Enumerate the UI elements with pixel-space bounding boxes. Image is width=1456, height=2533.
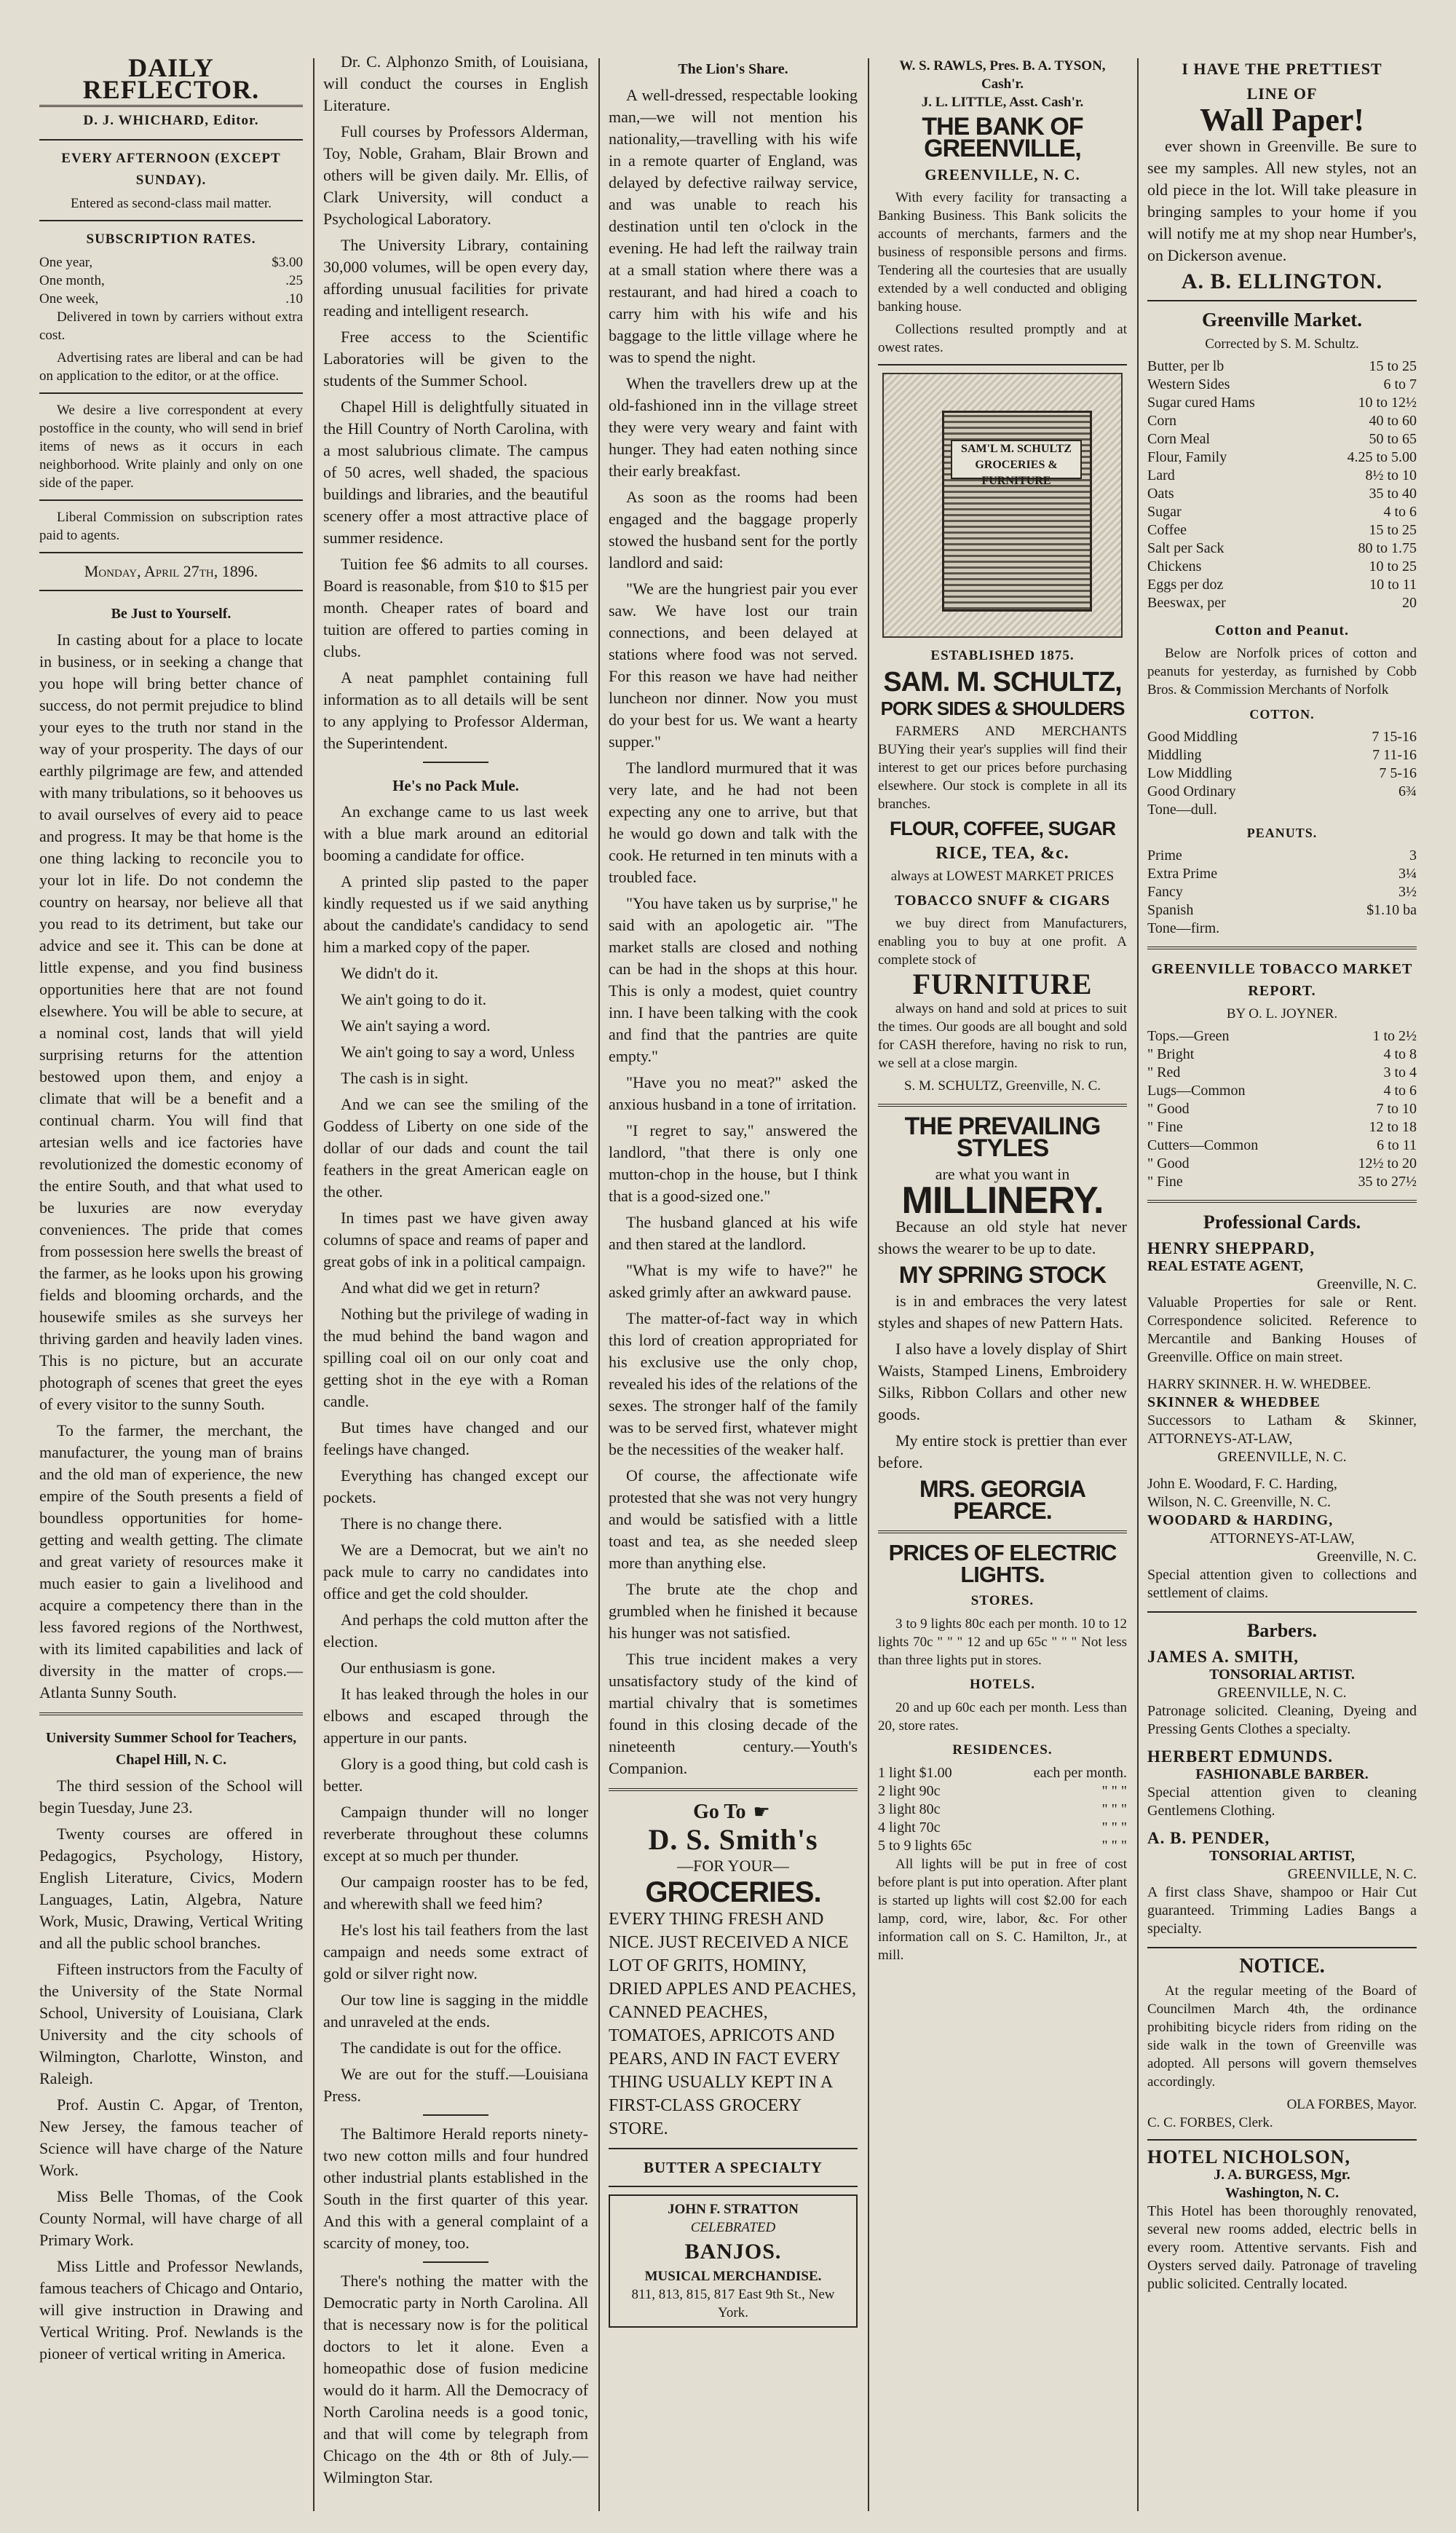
schultz-text-1: FARMERS AND MERCHANTS BUYing their year's supplies will find their interest to get our prices before purchasing elsewhere. Our stock is complete in all its branches. [878, 724, 1127, 812]
smith-name: JAMES A. SMITH, [1147, 1648, 1299, 1666]
column-4 [868, 51, 1137, 2518]
cotton-title: Cotton and Peanut. [1214, 623, 1350, 639]
woodard-names-2: Wilson, N. C. Greenville, N. C. [1147, 1494, 1331, 1510]
column-5 [1137, 51, 1427, 2518]
established: ESTABLISHED 1875. [930, 648, 1075, 663]
woodard-firm: WOODARD & HARDING, [1147, 1512, 1334, 1528]
article-paragraph: And what did we get in return? [341, 1279, 540, 1297]
market-row: Beeswax, per 20 [1147, 595, 1417, 611]
article-paragraph: "I regret to say," answered the landlord, "that there is only one mutton-chop in the house, but I think that is a good-sized one." [609, 1121, 858, 1205]
masthead-editor: D. J. WHICHARD, Editor. [83, 113, 259, 128]
advertising-note: Advertising rates are liberal and can be had on application to the editor, or at the office. [39, 350, 303, 384]
electric-row: 1 light $1.00 each per month. [878, 1765, 1127, 1781]
bank-name: THE BANK OF GREENVILLE, [922, 113, 1083, 162]
ad-goto-text: Go To [693, 1801, 746, 1823]
tobacco-row: " Good 12½ to 20 [1147, 1155, 1417, 1171]
cotton-sub: COTTON. [1249, 707, 1315, 722]
bank-officers-2: J. L. LITTLE, Asst. Cash'r. [921, 95, 1084, 110]
article-heading: He's no Pack Mule. [392, 777, 519, 794]
tobacco-row: " Bright 4 to 8 [1147, 1046, 1417, 1062]
stratton-merch: MUSICAL MERCHANDISE. [644, 2269, 822, 2284]
electric-stores: STORES. [970, 1593, 1034, 1608]
sheppard-card [1147, 1239, 1417, 1367]
schultz-furniture: FURNITURE [912, 968, 1093, 1000]
article-paragraph: There's nothing the matter with the Democratic party in North Carolina. All that is necessary now is for the political doctors to let it alone. Even a homeopathic dose of fusion medicine would do it harm. All the Democracy of North Carolina needs is a good tonic, and that will come by telegraph from Chicago on the 4th or 8th of July.—Wilmington Star. [323, 2272, 588, 2486]
millinery-prevailing: THE PREVAILING STYLES [904, 1113, 1101, 1162]
peanut-row: Tone—firm. [1147, 920, 1220, 936]
hotel-location: Washington, N. C. [1224, 2185, 1340, 2201]
article-paragraph: Prof. Austin C. Apgar, of Trenton, New Jersey, the famous teacher of Science will have charge of the Nature Work. [39, 2095, 303, 2179]
ad-grocer-name: D. S. Smith's [648, 1823, 818, 1856]
article-paragraph: "Have you no meat?" asked the anxious husband in a tone of irritation. [609, 1073, 858, 1113]
article-paragraph: He's lost his tail feathers from the last campaign and needs some extract of gold or silver right now. [323, 1921, 588, 1983]
schultz-name: SAM. M. SCHULTZ, [883, 667, 1122, 698]
article-paragraph: A printed slip pasted to the paper kindly requested us if we said anything about the candidate's candidacy to send him a marked copy of the paper. [323, 872, 588, 956]
professional-title: Professional Cards. [1203, 1212, 1361, 1233]
article-paragraph: Glory is a good thing, but cold cash is better. [323, 1755, 588, 1795]
article-paragraph: We ain't going to do it. [341, 990, 487, 1008]
article-paragraph: The University Library, containing 30,000 volumes, will be open every day, affording unusual facilities for private reading and intelligent research. [323, 236, 588, 320]
article-paragraph: We are out for the stuff.—Louisiana Press. [323, 2065, 588, 2105]
article-paragraph: To the farmer, the merchant, the manufacturer, the young man of brains and the old man of experience, the new empire of the South presents a field of boundless opportunities for home-getting and wealth getting. The climate and great variety of resources make it much easier to gain a livelihood and acquire a competency there than in the less favored regions of the Northwest, with its limited capabilities and lack of diversity in the matter of crops.—Atlanta Sunny South. [39, 1421, 303, 1702]
article-paragraph: Nothing but the privilege of wading in the mud behind the band wagon and spilling coal oil on our only coat and getting shot in the eye with a Roman candle. [323, 1305, 588, 1410]
cotton-row: Middling 7 11-16 [1147, 747, 1417, 763]
article-paragraph: The cash is in sight. [341, 1069, 469, 1087]
article-heading: University Summer School for Teachers, Chapel Hill, N. C. [45, 1730, 297, 1768]
edmunds-card [1147, 1747, 1417, 1820]
ad-butter: BUTTER A SPECIALTY [644, 2159, 823, 2176]
article-paragraph: A neat pamphlet containing full information as to all details will be sent to any applying to Professor Alderman, the Superintendent. [323, 668, 588, 752]
tobacco-by: BY O. L. JOYNER. [1226, 1006, 1338, 1022]
article-paragraph: We are a Democrat, but we ain't no pack mule to carry no candidates into office and get the cold shoulder. [323, 1541, 588, 1603]
ad-groceries: GROCERIES. [645, 1876, 821, 1908]
smith-title: TONSORIAL ARTIST. [1209, 1667, 1355, 1683]
article-paragraph: Twenty courses are offered in Pedagogics, Psychology, History, English Literature, Civics, Modern Languages, Latin, Algebra, Nature Work, Music, Drawing, Vertical Writing and all the public school branches. [39, 1825, 303, 1952]
article-paragraph: Our tow line is sagging in the middle and unraveled at the ends. [323, 1991, 588, 2031]
peanut-row: Prime 3 [1147, 847, 1417, 864]
masthead-entered: Entered as second-class mail matter. [71, 196, 272, 211]
tobacco-row: Tops.—Green 1 to 2½ [1147, 1028, 1417, 1044]
tobacco-row: " Fine 35 to 27½ [1147, 1174, 1417, 1190]
article-paragraph: When the travellers drew up at the old-fashioned inn in the village street they were very weary and faint with hunger. They had eaten nothing since their early breakfast. [609, 374, 858, 480]
wallpaper-title: Wall Paper! [1199, 102, 1365, 138]
issue-date: Monday, April 27th, 1896. [84, 562, 258, 580]
article-paragraph: Miss Belle Thomas, of the Cook County Normal, will have charge of all Primary Work. [39, 2187, 303, 2249]
article-paragraph: An exchange came to us last week with a blue mark around an editorial booming a candidate for office. [323, 802, 588, 864]
stratton-ad [609, 2194, 858, 2328]
market-title: Greenville Market. [1202, 309, 1362, 331]
stratton-name: JOHN F. STRATTON [668, 2202, 799, 2217]
pender-title: TONSORIAL ARTIST, [1209, 1848, 1355, 1864]
article-paragraph: Campaign thunder will no longer reverberate throughout these columns except at so much per thunder. [323, 1803, 588, 1865]
masthead-title: DAILY REFLECTOR. [39, 57, 303, 107]
article-paragraph: A well-dressed, respectable looking man,—we will not mention his nationality,—travelling with his wife in a remote quarter of England, was delayed by defective railway service, and was unable to reach his destination until ten o'clock in the evening. He had left the railway train at a small station where there was a restaurant, and had hired a coach to carry him with his wife and his baggage to the little village where he was to spend the night. [609, 86, 858, 366]
rate-row: One week, .10 [39, 291, 303, 307]
hotel-text: This Hotel has been thoroughly renovated, several new rooms added, electric bells in every room. Attentive servants. Fish and Oysters served daily. Patronage of traveling public solicited. Centrally located. [1147, 2203, 1417, 2292]
electric-title: PRICES OF ELECTRIC LIGHTS. [888, 1540, 1117, 1587]
article-paragraph: And we can see the smiling of the Goddess of Liberty on one side of the dollar of our dads and count the tail feathers in the great American eagle on the other. [323, 1095, 588, 1201]
hotel-card [1147, 2148, 1417, 2293]
sheppard-name: HENRY SHEPPARD, [1147, 1239, 1315, 1257]
tobacco-row: " Good 7 to 10 [1147, 1101, 1417, 1117]
stratton-address: 811, 813, 815, 817 East 9th St., New York. [631, 2287, 835, 2320]
market-row: Corn 40 to 60 [1147, 413, 1417, 429]
skinner-text: Successors to Latham & Skinner, ATTORNEYS-AT-LAW, [1147, 1412, 1417, 1447]
market-row: Corn Meal 50 to 65 [1147, 431, 1417, 447]
notice-title: NOTICE. [1239, 1955, 1325, 1977]
cotton-text: Below are Norfolk prices of cotton and peanuts for yesterday, as furnished by Cobb Bros. & Commission Merchants of Norfolk [1147, 646, 1417, 698]
tobacco-row: " Fine 12 to 18 [1147, 1119, 1417, 1135]
tobacco-row: Cutters—Common 6 to 11 [1147, 1137, 1417, 1153]
electric-residences: RESIDENCES. [952, 1742, 1053, 1758]
rate-row: One year, $3.00 [39, 255, 303, 270]
market-corrected: Corrected by S. M. Schultz. [1205, 336, 1359, 352]
market-row: Lard 8½ to 10 [1147, 467, 1417, 483]
sheppard-location: Greenville, N. C. [1316, 1276, 1417, 1292]
article-paragraph: Full courses by Professors Alderman, Toy, Noble, Graham, Blair Brown and others will be given daily. Mr. Ellis, of Clark University, will conduct a Psychological Laboratory. [323, 122, 588, 228]
column-1 [29, 51, 313, 2518]
ad-goto-line [609, 1800, 858, 1825]
wallpaper-text: ever shown in Greenville. Be sure to see my samples. All new styles, not an old piece in the lot. Will take pleasure in bringing samples to your home if you will notify me at my shop near Humber's, on Dickerson avenue. [1147, 137, 1417, 264]
cotton-row: Good Middling 7 15-16 [1147, 729, 1417, 745]
column-2 [313, 51, 598, 2518]
article-paragraph: In casting about for a place to locate in business, or in seeking a change that you hope will bring better chance of success, do not permit prejudice to blind your eyes to the truth nor stand in the way of your prosperity. The days of our earthly pilgrimage are few, and attended with many tribulations, so it behooves us to avail ourselves of every aid to peace and progress. It may be that home is the one thing lacking to reconcile you to your lot in life. Do not condemn the country on hearsay, nor believe all that you read to its detriment, but take our advice and see it. This can be done at little expense, and you find business opportunities here that are not found elsewhere. You will be able to secure, at a nominal cost, lands that will yield surprising returns for the attention bestowed upon them, and enjoy a climate that will be a benefit and a continual charm. You will find that artesian wells and ice factories have revolutionized the domestic economy of the entire South, and that what used to be luxuries are now everyday conveniences. The pride that comes from possession here swells the breast of the farmer, as he looks upon his growing fields and blooming orchards, and the housewife smiles as she surveys her thriving garden and heavily laden vines. This is no picture, but an accurate photograph of scenes that greet the eyes of every visitor to the sunny South. [39, 631, 303, 1413]
electric-row: 2 light 90c " " " [878, 1783, 1127, 1799]
correspondent-note: We desire a live correspondent at every postoffice in the county, who will send in brief items of news as it occurs in each neighborhood. Write plainly and only on one side of the paper. [39, 403, 303, 491]
market-row: Oats 35 to 40 [1147, 486, 1417, 502]
article-heading: Be Just to Yourself. [111, 606, 232, 622]
article-paragraph: There is no change there. [341, 1514, 502, 1533]
rates-title: SUBSCRIPTION RATES. [86, 232, 256, 247]
article-paragraph: Our campaign rooster has to be fed, and wherewith shall we feed him? [323, 1873, 588, 1913]
stratton-banjos: BANJOS. [684, 2240, 782, 2264]
notice-sig-clerk: C. C. FORBES, Clerk. [1147, 2115, 1273, 2130]
commission-note: Liberal Commission on subscription rates paid to agents. [39, 510, 303, 543]
woodard-card [1147, 1475, 1417, 1603]
article-paragraph: Fifteen instructors from the Faculty of the University of the State Normal School, University of Louisiana, Clark University and the city schools of Wilmington, Charlotte, Winston, and Raleigh. [39, 1960, 303, 2087]
article-paragraph: "You have taken us by surprise," he said with an apologetic air. "The market stalls are closed and nothing can be had in the shops at this hour. This is only a modest, quiet country inn. I have been talking with the cook and find that the pantries are quite empty." [609, 894, 858, 1065]
peanut-row: Fancy 3½ [1147, 884, 1417, 900]
pender-location: GREENVILLE, N. C. [1287, 1866, 1417, 1882]
market-row: Sugar cured Hams 10 to 12½ [1147, 395, 1417, 411]
schultz-lowest: always at LOWEST MARKET PRICES [890, 869, 1115, 884]
peanut-row: Spanish $1.10 ba [1147, 902, 1417, 918]
hotel-name: HOTEL NICHOLSON, [1147, 2146, 1350, 2168]
store-building-illustration [882, 373, 1123, 638]
millinery-spring: MY SPRING STOCK [898, 1262, 1107, 1288]
market-row: Butter, per lb 15 to 25 [1147, 358, 1417, 374]
article-paragraph: "We are the hungriest pair you ever saw. We have lost our train connections, and been delayed at stations where food was not served. For this reason we have had neither luncheon nor dinner. Now you must do your best for us. We want a hearty supper." [609, 580, 858, 751]
article-paragraph: Everything has changed except our pockets. [323, 1466, 588, 1506]
article-paragraph: And perhaps the cold mutton after the election. [323, 1611, 588, 1651]
delivered-note: Delivered in town by carriers without extra cost. [39, 309, 303, 343]
millinery-text-2: is in and embraces the very latest styles and shapes of new Pattern Hats. [878, 1292, 1127, 1332]
peanut-sub: PEANUTS. [1246, 826, 1318, 840]
bank-town: GREENVILLE, N. C. [925, 166, 1080, 183]
schultz-pork: PORK SIDES & SHOULDERS [880, 698, 1125, 719]
masthead-schedule: EVERY AFTERNOON (EXCEPT SUNDAY). [61, 151, 281, 188]
column-3 [598, 51, 868, 2518]
pender-text: A first class Shave, shampoo or Hair Cut guaranteed. Trimming Ladies Bangs a specialty. [1147, 1884, 1417, 1937]
store-sign: SAM'L M. SCHULTZ GROCERIES & FURNITURE [951, 440, 1082, 479]
pointing-hand-icon: ☛ [753, 1801, 773, 1822]
market-row: Salt per Sack 80 to 1.75 [1147, 540, 1417, 556]
skinner-names: HARRY SKINNER. H. W. WHEDBEE. [1147, 1377, 1372, 1392]
article-paragraph: We didn't do it. [341, 964, 439, 982]
market-row: Western Sides 6 to 7 [1147, 376, 1417, 392]
millinery-text-1: Because an old style hat never shows the wearer to be up to date. [878, 1217, 1127, 1257]
article-paragraph: But times have changed and our feelings have changed. [323, 1418, 588, 1458]
market-row: Chickens 10 to 25 [1147, 558, 1417, 574]
market-row: Sugar 4 to 6 [1147, 504, 1417, 520]
skinner-firm: SKINNER & WHEDBEE [1147, 1394, 1321, 1410]
schultz-signature: S. M. SCHULTZ, Greenville, N. C. [903, 1078, 1101, 1094]
schultz-rice: RICE, TEA, &c. [935, 844, 1069, 863]
skinner-location: GREENVILLE, N. C. [1217, 1449, 1347, 1465]
edmunds-name: HERBERT EDMUNDS. [1147, 1747, 1334, 1766]
electric-row: 3 light 80c " " " [878, 1801, 1127, 1817]
electric-text: All lights will be put in free of cost before plant is put into operation. After plant is started up lights will cost $2.00 for each lamp, cord, wire, labor, &c. For other information call on S. C. Hamilton, Jr., at mill. [878, 1857, 1127, 1963]
schultz-text-3: always on hand and sold at prices to suit the times. Our goods are all bought and sold for CASH therefore, having no risk to run, we sell at a close margin. [878, 1001, 1127, 1071]
smith-card [1147, 1648, 1417, 1739]
article-paragraph: Dr. C. Alphonzo Smith, of Louisiana, will conduct the courses in English Literature. [323, 52, 588, 114]
article-paragraph: The matter-of-fact way in which this lord of creation appropriated for his exclusive use the only chop, revealed his ides of the relations of the sexes. The stronger half of the family was to be served first, whatever might be the necessities of the weaker half. [609, 1309, 858, 1458]
article-paragraph: Chapel Hill is delightfully situated in the Hill Country of North Carolina, with a most salubrious climate. The campus of 50 acres, well shaded, the spacious buildings and libraries, and the beautiful scenery offer a most attractive place of summer residence. [323, 398, 588, 547]
tobacco-row: " Red 3 to 4 [1147, 1064, 1417, 1080]
barbers-title: Barbers. [1246, 1620, 1318, 1641]
notice-sig-mayor: OLA FORBES, Mayor. [1286, 2097, 1417, 2112]
tobacco-title: GREENVILLE TOBACCO MARKET REPORT. [1151, 961, 1413, 999]
wallpaper-name: A. B. ELLINGTON. [1181, 269, 1383, 293]
millinery-text-3: I also have a lovely display of Shirt Waists, Stamped Linens, Embroidery Silks, Ribbon Collars and other new goods. [878, 1340, 1127, 1423]
market-row: Coffee 15 to 25 [1147, 522, 1417, 538]
wallpaper-line: LINE OF [1246, 84, 1318, 103]
article-paragraph: The landlord murmured that it was very late, and he had not been expecting any one to arrive, but that he would go down and talk with the cook. He returned in ten minuts with a troubled face. [609, 759, 858, 886]
bank-officers: W. S. RAWLS, Pres. B. A. TYSON, Cash'r. [899, 58, 1106, 92]
electric-stores-text: 3 to 9 lights 80c each per month. 10 to 12 lights 70c " " " 12 and up 65c " " " Not less than three lights put in stores. [878, 1616, 1127, 1668]
electric-hotels-text: 20 and up 60c each per month. Less than 20, store rates. [878, 1700, 1127, 1734]
smith-text: Patronage solicited. Cleaning, Dyeing and Pressing Gents Clothes a specialty. [1147, 1703, 1417, 1737]
schultz-text-2: we buy direct from Manufacturers, enabling you to buy at one profit. A complete stock of [878, 916, 1127, 968]
cotton-row: Low Middling 7 5-16 [1147, 765, 1417, 781]
woodard-title: ATTORNEYS-AT-LAW, [1209, 1530, 1355, 1546]
smith-location: GREENVILLE, N. C. [1217, 1685, 1347, 1701]
electric-hotels: HOTELS. [970, 1677, 1035, 1692]
stratton-celebrated: CELEBRATED [690, 2220, 776, 2235]
article-paragraph: "What is my wife to have?" he asked grimly after an awkward pause. [609, 1261, 858, 1301]
schultz-flour: FLOUR, COFFEE, SUGAR [890, 818, 1115, 839]
article-paragraph: The third session of the School will begin Tuesday, June 23. [39, 1777, 303, 1817]
article-paragraph: As soon as the rooms had been engaged and the baggage properly stowed the husband sent for the portly landlord and said: [609, 488, 858, 572]
rate-row: One month, .25 [39, 273, 303, 288]
article-paragraph: The Baltimore Herald reports ninety-two new cotton mills and four hundred other industrial plants established in the South in the first quarter of this year. And this with a general complaint of a scarcity of money, too. [323, 2125, 588, 2252]
article-paragraph: The candidate is out for the office. [341, 2039, 562, 2057]
skinner-card [1147, 1375, 1417, 1466]
millinery-are: are what you want in [935, 1165, 1070, 1183]
article-paragraph: Miss Little and Professor Newlands, famous teachers of Chicago and Ontario, will give instruction in Drawing and Vertical Writing. Prof. Newlands is the pioneer of vertical writing in America. [39, 2257, 303, 2363]
article-paragraph: Tuition fee $6 admits to all courses. Board is reasonable, from $10 to $15 per month. Cheaper rates of board and tuition are offered to parties coming in clubs. [323, 555, 588, 660]
millinery-text-4: My entire stock is prettier than ever before. [878, 1431, 1127, 1471]
article-paragraph: The husband glanced at his wife and then stared at the landlord. [609, 1213, 858, 1253]
peanut-row: Extra Prime 3¼ [1147, 866, 1417, 882]
woodard-location: Greenville, N. C. [1316, 1549, 1417, 1565]
millinery-proprietor: MRS. GEORGIA PEARCE. [919, 1476, 1085, 1524]
article-paragraph: The brute ate the chop and grumbled when he finished it because his hunger was not satisfied. [609, 1580, 858, 1642]
notice-text: At the regular meeting of the Board of Councilmen March 4th, the ordinance prohibiting bicycle riders from riding on the side walk in the town of Greenville was adopted. All persons will govern themselves accordingly. [1147, 1983, 1417, 2090]
sheppard-title: REAL ESTATE AGENT, [1147, 1258, 1303, 1274]
cotton-row: Good Ordinary 6¾ [1147, 783, 1417, 799]
article-paragraph: In times past we have given away columns of space and reams of paper and great gobs of ink in a political campaign. [323, 1209, 588, 1271]
market-row: Flour, Family 4.25 to 5.00 [1147, 449, 1417, 465]
bank-collections: Collections resulted promptly and at owest rates. [878, 322, 1127, 355]
bank-text: With every facility for transacting a Banking Business. This Bank solicits the accounts of merchants, farmers and the business of responsible persons and firms. Tendering all the courtesies that are usually extended by a well conducted and obliging banking house. [878, 190, 1127, 315]
market-row: Eggs per doz 10 to 11 [1147, 577, 1417, 593]
article-paragraph: We ain't going to say a word, Unless [341, 1043, 575, 1061]
article-paragraph: We ain't saying a word. [341, 1016, 491, 1035]
wallpaper-have: I HAVE THE PRETTIEST [1182, 60, 1382, 78]
sheppard-text: Valuable Properties for sale or Rent. Correspondence solicited. Reference to Mercantile and Banking Houses of Greenville. Office on main street. [1147, 1295, 1417, 1365]
woodard-names: John E. Woodard, F. C. Harding, [1147, 1476, 1337, 1492]
article-paragraph: It has leaked through the holes in our elbows and escaped through the apperture in our pants. [323, 1685, 588, 1747]
pender-card [1147, 1829, 1417, 1938]
electric-row: 4 light 70c " " " [878, 1819, 1127, 1835]
article-paragraph: Our enthusiasm is gone. [341, 1659, 496, 1677]
ad-for-your: —FOR YOUR— [677, 1857, 789, 1875]
schultz-tobacco: TOBACCO SNUFF & CIGARS [895, 893, 1110, 909]
ad-grocery-body: EVERY THING FRESH AND NICE. JUST RECEIVED A NICE LOT OF GRITS, HOMINY, DRIED APPLES AND PEACHES, CANNED PEACHES, TOMATOES, APRICOTS AND PEARS, AND IN FACT EVERY THING USUALLY KEPT IN A FIRST-CLASS GROCERY STORE. [609, 1910, 857, 2138]
electric-row: 5 to 9 lights 65c " " " [878, 1838, 1127, 1854]
tobacco-row: Lugs—Common 4 to 6 [1147, 1083, 1417, 1099]
article-paragraph: This true incident makes a very unsatisfactory study of the kind of martial chivalry that is sometimes found in this closing decade of the nineteenth century.—Youth's Companion. [609, 1650, 858, 1777]
millinery-title: MILLINERY. [901, 1179, 1104, 1222]
edmunds-text: Special attention given to cleaning Gentlemens Clothing. [1147, 1785, 1417, 1819]
article-heading: The Lion's Share. [678, 61, 788, 77]
article-paragraph: Free access to the Scientific Laboratories will be given to the students of the Summer School. [323, 328, 588, 390]
article-paragraph: Of course, the affectionate wife protested that she was not very hungry and would be satisfied with a little toast and tea, as she needed sleep more than anything else. [609, 1466, 858, 1572]
edmunds-title: FASHIONABLE BARBER. [1195, 1766, 1369, 1782]
cotton-row: Tone—dull. [1147, 802, 1217, 818]
pender-name: A. B. PENDER, [1147, 1829, 1270, 1847]
woodard-text: Special attention given to collections and settlement of claims. [1147, 1567, 1417, 1601]
hotel-manager: J. A. BURGESS, Mgr. [1214, 2167, 1350, 2183]
